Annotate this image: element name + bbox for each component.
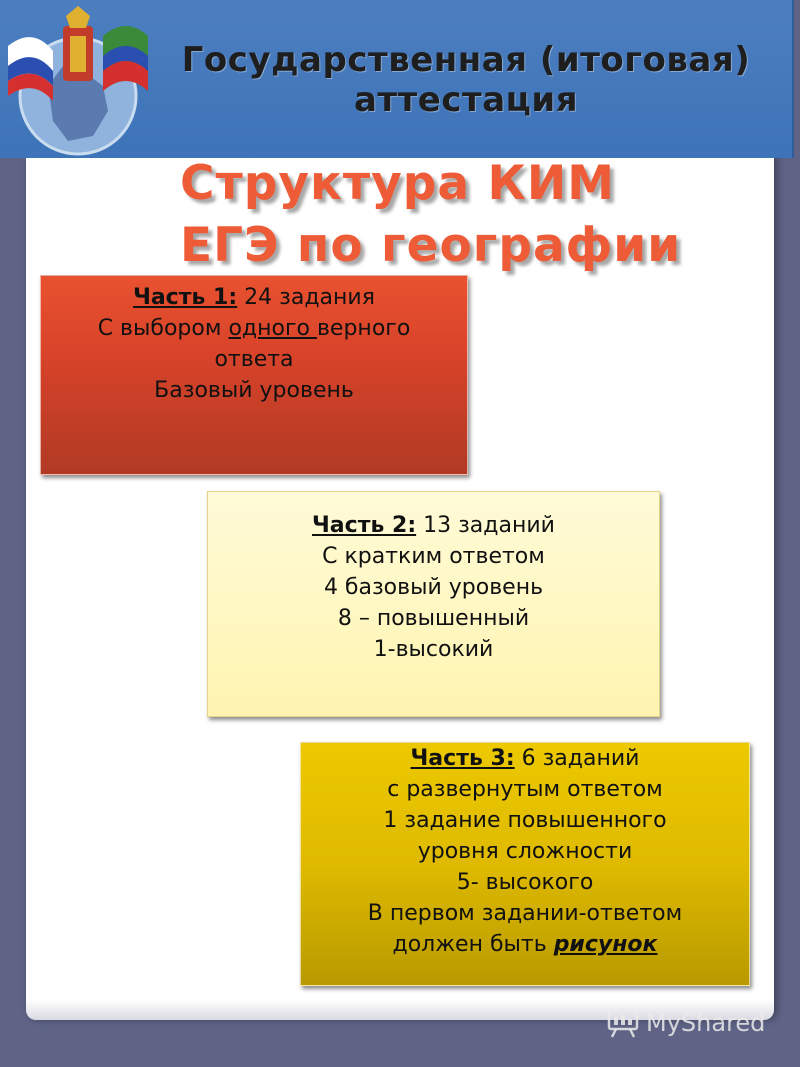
part2-box [207, 491, 660, 717]
part1-count: 24 задания [237, 285, 375, 310]
part1-level: Базовый уровень [154, 378, 354, 403]
part2-label: Часть 2: [312, 513, 417, 538]
part3-label: Часть 3: [410, 746, 515, 771]
part2-line2: С кратким ответом [322, 544, 545, 569]
presentation-board-icon [606, 1008, 640, 1038]
part1-header [41, 282, 467, 313]
banner-title-line1: Государственная (итоговая) [181, 40, 751, 80]
banner-title [136, 40, 796, 120]
banner-title-line2: аттестация [353, 80, 579, 120]
part2-line5: 1-высокий [373, 637, 494, 662]
part1-box [40, 275, 468, 475]
part3-line6: В первом задании-ответом [367, 901, 683, 926]
part1-line2-underlined: одного [228, 316, 317, 341]
part3-line5: 5- высокого [456, 870, 594, 895]
part3-line7-pre: должен быть [392, 932, 554, 957]
part3-line2: с развернутым ответом [387, 777, 663, 802]
slide-title-line1: Структура КИМ [180, 156, 616, 211]
part2-count: 13 заданий [416, 513, 555, 538]
part1-line3: ответа [214, 347, 294, 372]
part1-label: Часть 1: [133, 285, 238, 310]
part3-line7-emphasis: рисунок [553, 932, 658, 957]
watermark-text: MyShared [646, 1009, 766, 1037]
part3-line3: 1 задание повышенного [383, 808, 667, 833]
part3-line7 [301, 929, 749, 960]
part3-line4: уровня сложности [417, 839, 633, 864]
header-banner [0, 0, 794, 158]
part1-line2-post: верного [316, 316, 411, 341]
part2-line3: 4 базовый уровень [323, 575, 544, 600]
part3-box [300, 742, 750, 986]
part3-count: 6 заданий [514, 746, 640, 771]
part1-answer-type [41, 313, 467, 344]
part2-line4: 8 – повышенный [337, 606, 530, 631]
slide-title-line2: ЕГЭ по географии [180, 218, 682, 273]
part3-header [301, 743, 749, 774]
part2-header [208, 510, 659, 541]
part1-line2-pre: С выбором [97, 316, 229, 341]
watermark [606, 1003, 765, 1043]
